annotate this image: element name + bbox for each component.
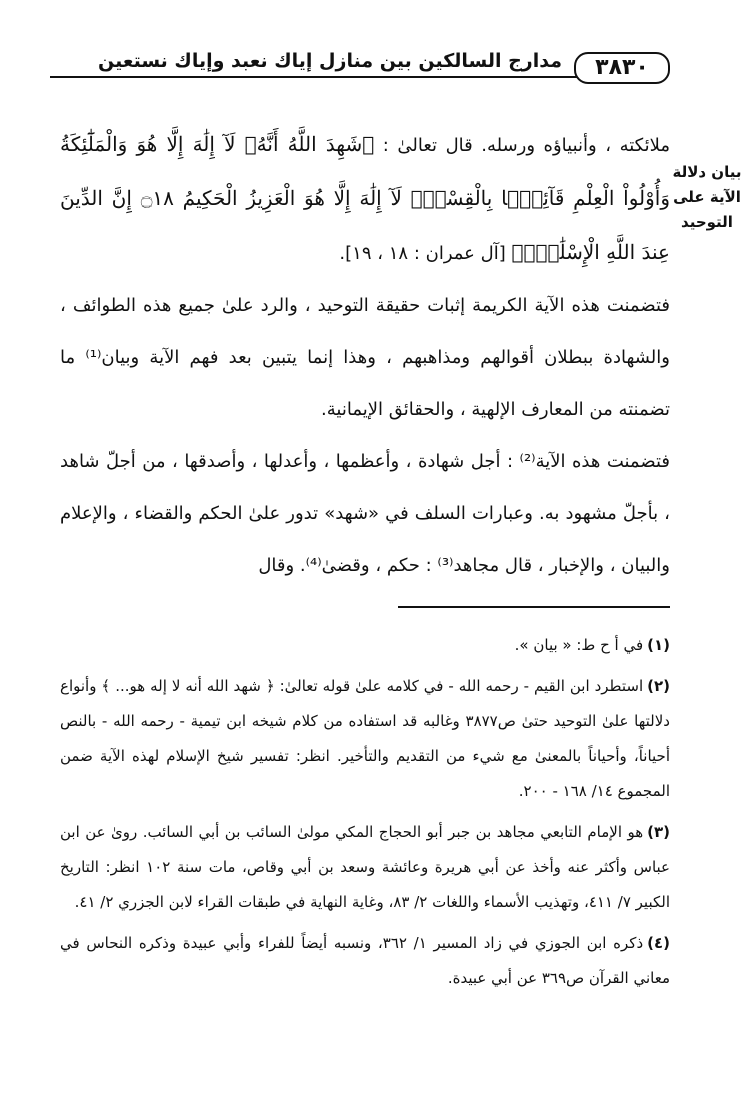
footnote-4 [60, 926, 670, 996]
footnotes [60, 628, 670, 1002]
paragraph-1-intro: ملائكته ، وأنبياؤه ورسله. قال تعالىٰ : [374, 135, 670, 156]
footnote-text: استطرد ابن القيم - رحمه الله - في كلامه علىٰ قوله تعالىٰ: ﴿ شهد الله أنه لا إله هو... ﴾ وأنواع دلالتها علىٰ التوحيد حتىٰ ص٣٨٧٧ وغالبه قد استفاده من كلام شيخه ابن تيمية - رحمه الله - بالنص أحياناً، وأحياناً بالمعنىٰ مع شيء من التقديم والتأخير. انظر: تفسير شيخ الإسلام لهذه الآية ضمن المجموع ١٤/ ١٦٨ - ٢٠٠. [60, 677, 670, 800]
footnote-number: (٤) [647, 934, 670, 952]
page-header [50, 46, 670, 86]
quran-verse: ﴿شَهِدَ اللَّهُ أَنَّهُۥ لَآ إِلَٰهَ إِلَّا هُوَ وَالْمَلَٰٓئِكَةُ وَأُوْلُواْ الْعِلْمِ قَآئِمَۢا بِالْقِسْطِۚ لَآ إِلَٰهَ إِلَّا هُوَ الْعَزِيزُ الْحَكِيمُ ۝١٨ إِنَّ الدِّينَ عِندَ اللَّهِ الْإِسْلَٰمُۗ﴾ [60, 132, 670, 264]
margin-note: بيان دلالة الآية على التوحيد [672, 163, 742, 231]
footnote-3 [60, 815, 670, 920]
verse-reference: [آل عمران : ١٨ ، ١٩]. [339, 243, 512, 264]
footnote-text: في أ ح ط: « بيان ». [514, 636, 644, 654]
footnote-number: (٣) [647, 823, 670, 841]
footnote-number: (١) [647, 636, 670, 654]
page-number: ٣٨٣٠ [574, 52, 670, 84]
paragraph-2: فتضمنت هذه الآية الكريمة إثبات حقيقة التوحيد ، والرد علىٰ جميع هذه الطوائف ، والشهادة ببطلان أقوالهم ومذاهبهم ، وهذا إنما يتبين بعد فهم الآية وبيان⁽¹⁾ ما تضمنته من المعارف الإلهية ، والحقائق الإيمانية. [60, 295, 670, 420]
footnote-2 [60, 669, 670, 809]
paragraph-3: فتضمنت هذه الآية⁽²⁾ : أجل شهادة ، وأعظمها ، وأعدلها ، وأصدقها ، من أجلّ شاهد ، بأجلّ مشهود به. وعبارات السلف في «شهد» تدور علىٰ الحكم والقضاء ، والإعلام والبيان ، والإخبار ، قال مجاهد⁽³⁾ : حكم ، وقضىٰ⁽⁴⁾. وقال [60, 451, 670, 576]
footnote-text: ذكره ابن الجوزي في زاد المسير ١/ ٣٦٢، ونسبه أيضاً للفراء وأبي عبيدة وذكره النحاس في معاني القرآن ص٣٦٩ عن أبي عبيدة. [60, 934, 670, 987]
book-title: مدارج السالكين بين منازل إياك نعبد وإياك نستعين [98, 50, 562, 72]
main-text [60, 118, 670, 592]
header-rule [50, 76, 578, 78]
footnote-1 [60, 628, 670, 663]
footnote-divider [398, 606, 670, 608]
footnote-text: هو الإمام التابعي مجاهد بن جبر أبو الحجاج المكي مولىٰ السائب بن أبي السائب. روىٰ عن ابن عباس وأكثر عنه وأخذ عن أبي هريرة وعائشة وسعد بن أبي وقاص، مات سنة ١٠٢ انظر: التاريخ الكبير ٧/ ٤١١، وتهذيب الأسماء واللغات ٢/ ٨٣، وغاية النهاية في طبقات القراء لابن الجزري ٢/ ٤١. [60, 823, 671, 911]
paragraph-1 [60, 118, 670, 280]
footnote-number: (٢) [647, 677, 670, 695]
